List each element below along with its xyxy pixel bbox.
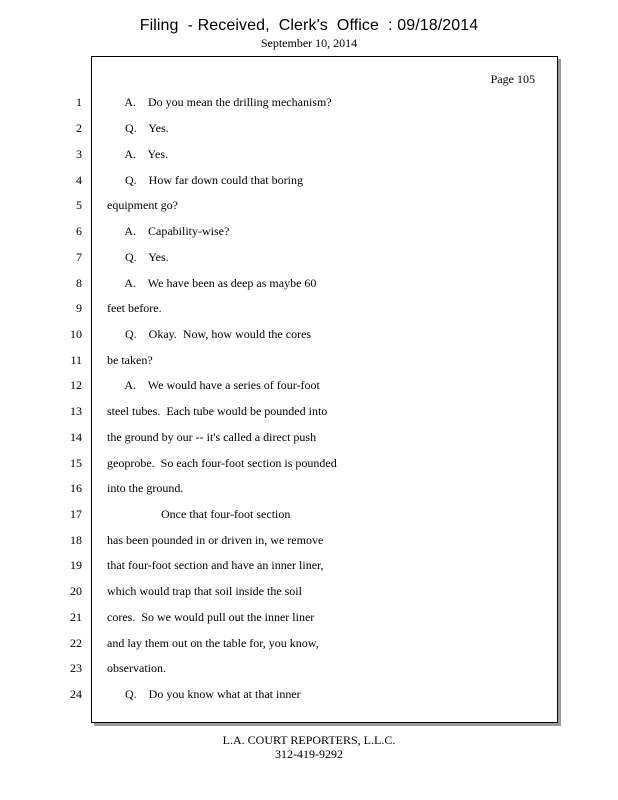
transcript-line: [0, 609, 618, 625]
line-number: 10: [70, 327, 82, 341]
transcript-line: [0, 532, 618, 548]
transcript-line: [0, 480, 618, 496]
line-number: 13: [70, 404, 82, 418]
line-text: A. Capability-wise?: [107, 224, 230, 238]
transcript-line: [0, 583, 618, 599]
filing-header: Filing - Received, Clerk's Office : 09/18/2014: [139, 17, 479, 34]
line-number: 5: [76, 198, 82, 212]
transcript-line: [0, 249, 618, 265]
line-text: Q. Do you know what at that inner: [107, 687, 301, 701]
transcript-line: [0, 326, 618, 342]
line-number: 3: [76, 147, 82, 161]
line-number: 7: [76, 250, 82, 264]
line-number: 14: [70, 430, 82, 444]
transcript-line: [0, 377, 618, 393]
line-text: Q. How far down could that boring: [107, 173, 303, 187]
transcript-line: [0, 557, 618, 573]
line-number: 6: [76, 224, 82, 238]
line-text: Q. Yes.: [107, 250, 169, 264]
transcript-line: [0, 172, 618, 188]
line-text: Q. Okay. Now, how would the cores: [107, 327, 312, 341]
line-number: 2: [76, 121, 82, 135]
transcript-line: [0, 635, 618, 651]
footer-phone-number: 312-419-9292: [275, 747, 343, 761]
transcript-line: [0, 660, 618, 676]
line-text: A. We would have a series of four-foot: [107, 378, 320, 392]
line-number: 16: [70, 481, 82, 495]
line-text: Once that four-foot section: [107, 507, 291, 521]
line-number: 22: [70, 636, 82, 650]
transcript-line: [0, 120, 618, 136]
line-text: that four-foot section and have an inner liner,: [107, 558, 324, 572]
transcript-line: [0, 686, 618, 702]
transcript-date: September 10, 2014: [260, 36, 358, 50]
transcript-line: [0, 94, 618, 110]
transcript-line: [0, 352, 618, 368]
transcript-line: [0, 275, 618, 291]
transcript-line: [0, 300, 618, 316]
line-text: and lay them out on the table for, you know,: [107, 636, 319, 650]
transcript-line: [0, 455, 618, 471]
line-text: feet before.: [107, 301, 162, 315]
line-text: A. Do you mean the drilling mechanism?: [107, 95, 332, 109]
line-number: 9: [76, 301, 82, 315]
line-text: A. We have been as deep as maybe 60: [107, 276, 317, 290]
transcript-line: [0, 429, 618, 445]
line-number: 1: [76, 95, 82, 109]
transcript-line: [0, 506, 618, 522]
line-text: cores. So we would pull out the inner liner: [107, 610, 315, 624]
line-number: 12: [70, 378, 82, 392]
line-text: has been pounded in or driven in, we remove: [107, 533, 324, 547]
line-number: 11: [70, 353, 82, 367]
footer-company-name: L.A. COURT REPORTERS, L.L.C.: [222, 733, 396, 747]
line-number: 21: [70, 610, 82, 624]
line-number: 15: [70, 456, 82, 470]
line-text: observation.: [107, 661, 166, 675]
line-text: which would trap that soil inside the soil: [107, 584, 302, 598]
transcript-line: [0, 223, 618, 239]
transcript-line: [0, 197, 618, 213]
line-text: equipment go?: [107, 198, 178, 212]
line-number: 19: [70, 558, 82, 572]
line-text: geoprobe. So each four-foot section is pounded: [107, 456, 337, 470]
line-text: be taken?: [107, 353, 153, 367]
line-text: steel tubes. Each tube would be pounded into: [107, 404, 328, 418]
line-text: Q. Yes.: [107, 121, 169, 135]
transcript-line: [0, 403, 618, 419]
line-number: 4: [76, 173, 82, 187]
line-number: 18: [70, 533, 82, 547]
line-number: 17: [70, 507, 82, 521]
page-number: Page 105: [490, 72, 535, 86]
line-text: into the ground.: [107, 481, 184, 495]
line-text: A. Yes.: [107, 147, 169, 161]
line-number: 23: [70, 661, 82, 675]
line-number: 20: [70, 584, 82, 598]
transcript-line: [0, 146, 618, 162]
line-number: 8: [76, 276, 82, 290]
line-text: the ground by our -- it's called a direct push: [107, 430, 317, 444]
line-number: 24: [70, 687, 82, 701]
